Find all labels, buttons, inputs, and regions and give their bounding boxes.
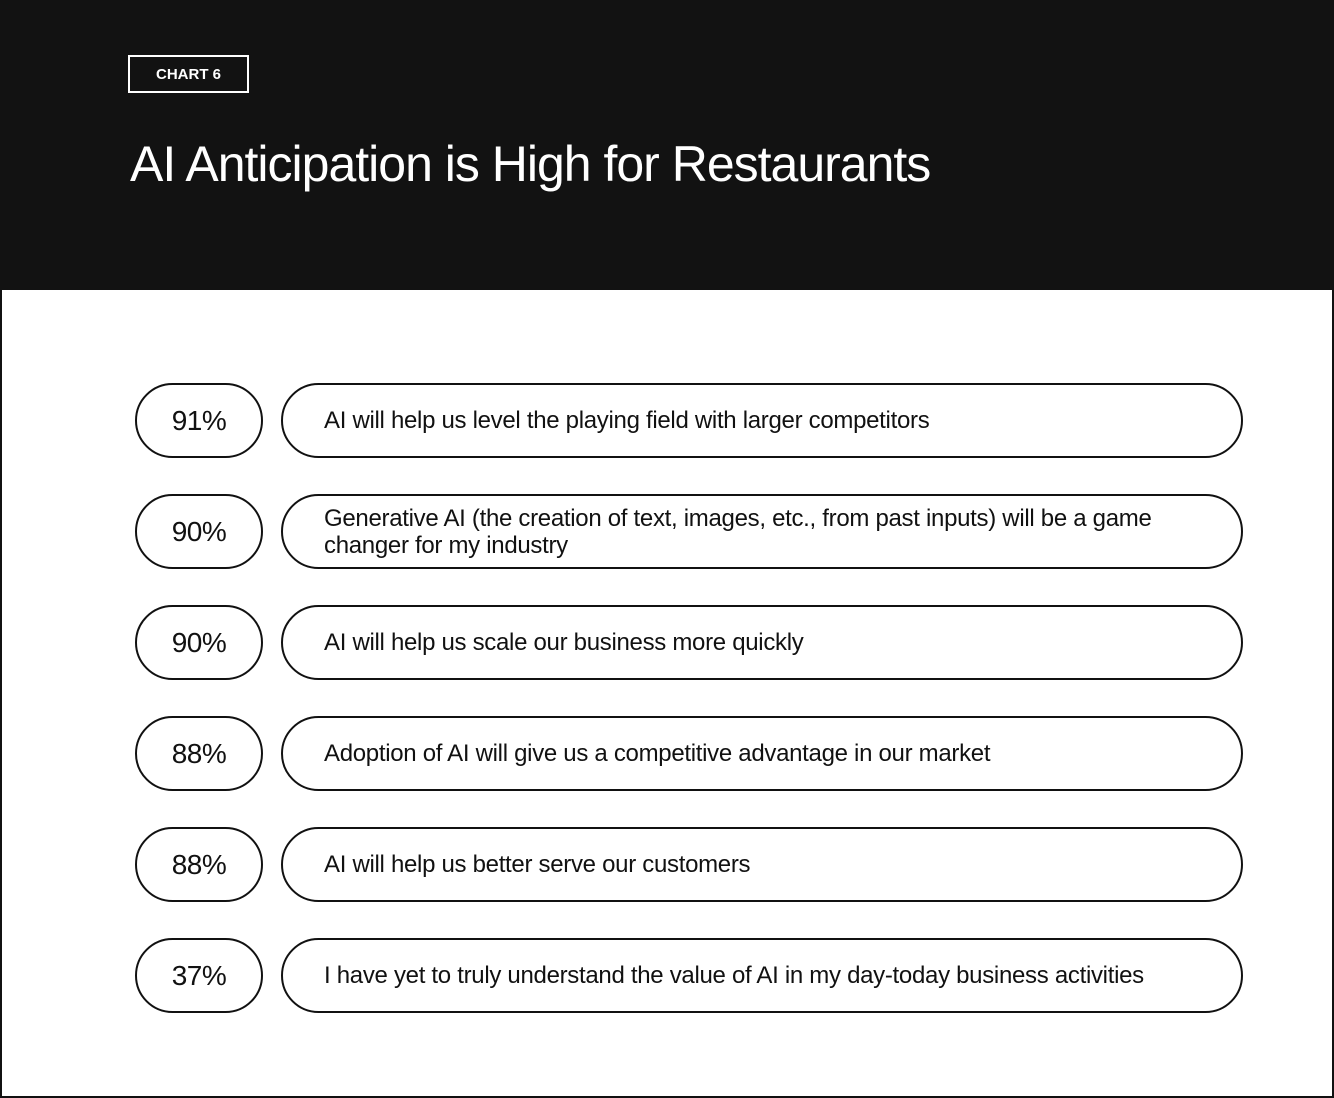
statement-text: AI will help us scale our business more quickly [324,629,804,656]
statement-pill [281,938,1243,1013]
statement-pill [281,605,1243,680]
statement-text: I have yet to truly understand the value of AI in my day-today business activities [324,962,1144,989]
statement-pill [281,827,1243,902]
chart-header [0,0,1334,290]
statement-text: Generative AI (the creation of text, images, etc., from past inputs) will be a game changer for my industry [324,504,1152,559]
chart-number-tag: CHART 6 [128,55,249,93]
statement-pill [281,383,1243,458]
chart-title: AI Anticipation is High for Restaurants [130,136,931,192]
statement-text: Adoption of AI will give us a competitive advantage in our market [324,740,991,767]
statistic-row [135,827,1243,902]
statistic-row [135,494,1243,569]
percentage-pill: 90% [135,605,263,680]
statement-text: AI will help us level the playing field with larger competitors [324,407,930,434]
percentage-pill: 91% [135,383,263,458]
percentage-pill: 88% [135,827,263,902]
statistic-row [135,605,1243,680]
statement-pill [281,716,1243,791]
statistics-list [135,383,1243,1049]
statistic-row [135,716,1243,791]
percentage-pill: 90% [135,494,263,569]
statistic-row [135,938,1243,1013]
statement-text: AI will help us better serve our customers [324,851,751,878]
statement-pill [281,494,1243,569]
percentage-pill: 37% [135,938,263,1013]
percentage-pill: 88% [135,716,263,791]
statistic-row [135,383,1243,458]
